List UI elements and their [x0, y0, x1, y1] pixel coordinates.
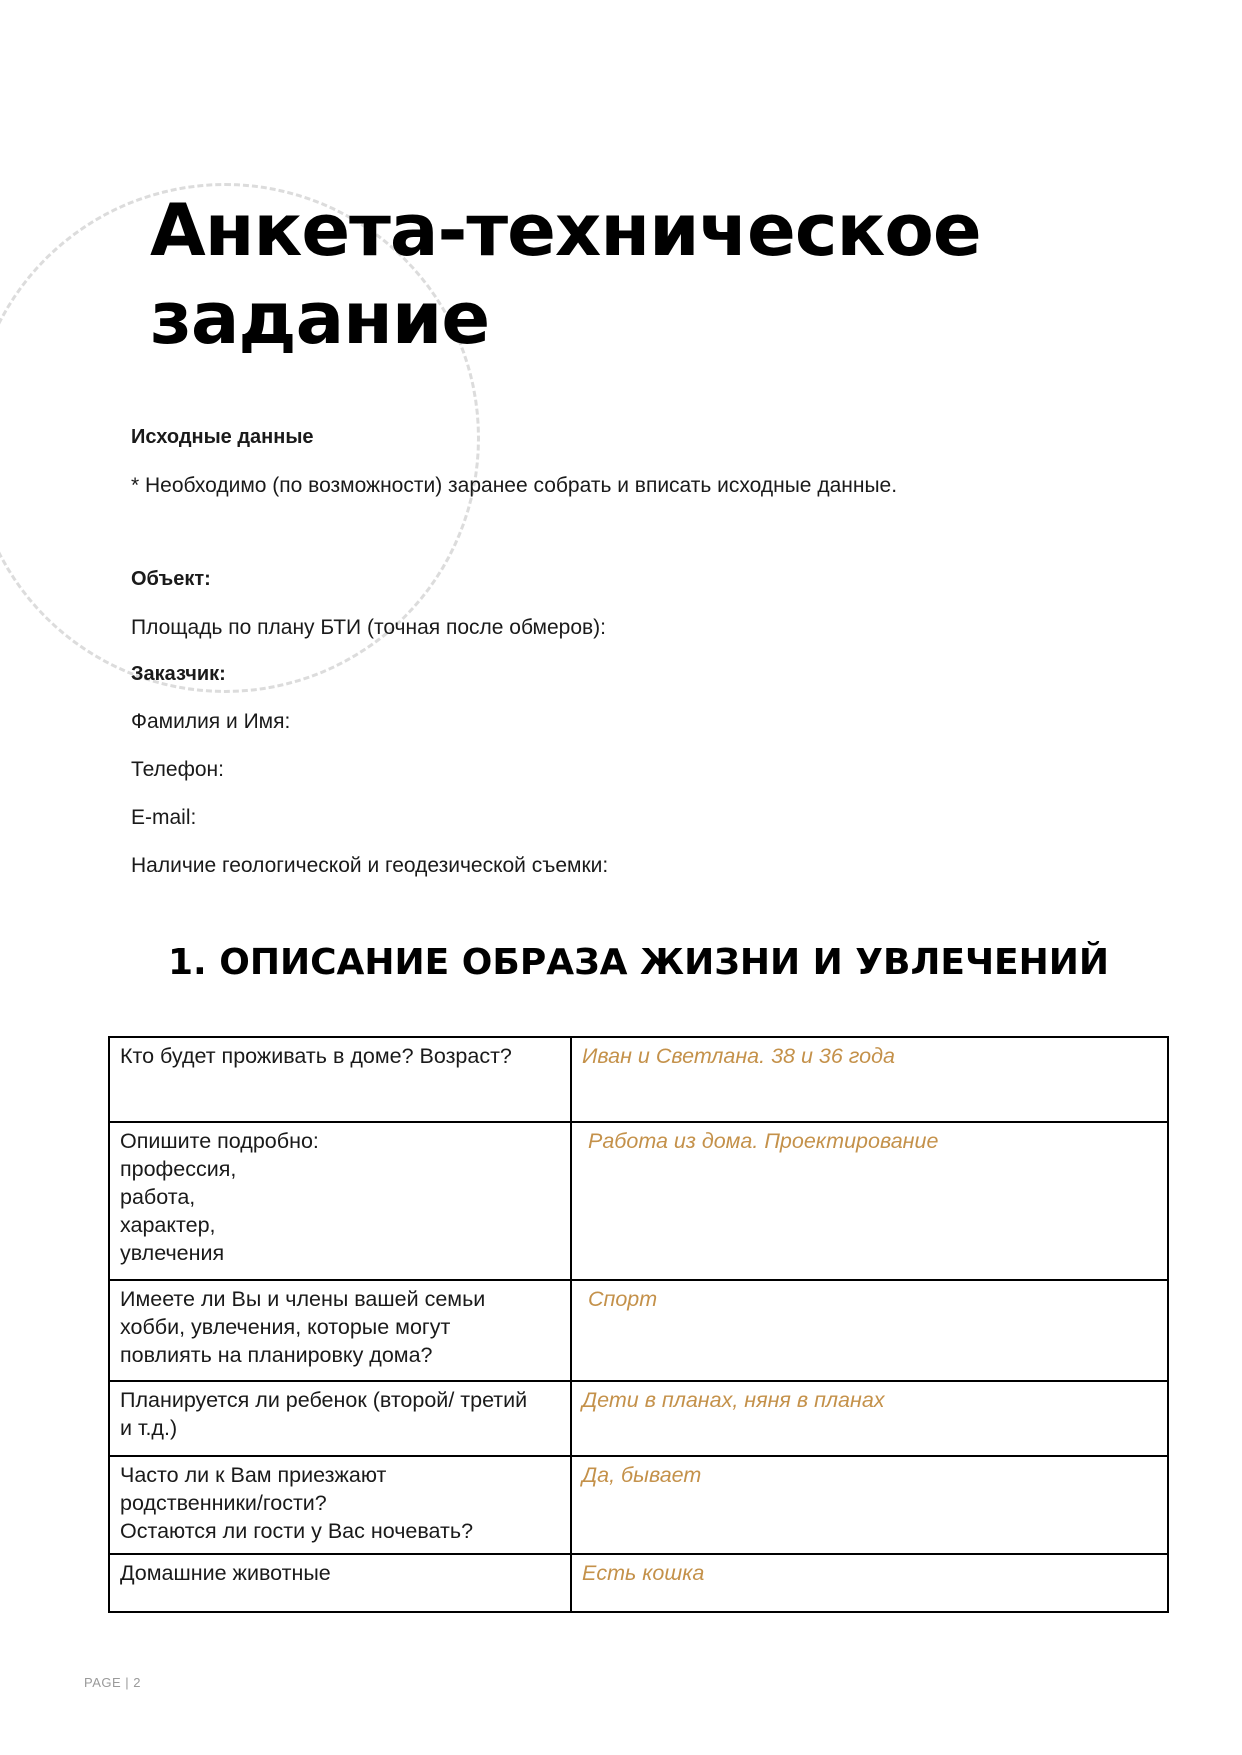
title-line-2: задание: [150, 276, 490, 360]
source-data-heading: Исходные данные: [131, 426, 314, 448]
answer-cell[interactable]: Есть кошка: [571, 1554, 1168, 1612]
question-line: Часто ли к Вам приезжают: [120, 1463, 387, 1487]
question-line: работа,: [120, 1185, 196, 1209]
table-row: [109, 1280, 1168, 1381]
question-line: родственники/гости?: [120, 1491, 327, 1515]
table-row: [109, 1456, 1168, 1554]
lifestyle-questionnaire-table: [108, 1036, 1169, 1613]
question-cell: [109, 1554, 571, 1612]
question-line: характер,: [120, 1213, 216, 1237]
answer-cell[interactable]: Иван и Светлана. 38 и 36 года: [571, 1037, 1168, 1122]
question-line: хобби, увлечения, которые могут: [120, 1315, 451, 1339]
phone-label: Телефон:: [131, 758, 224, 781]
question-line: Планируется ли ребенок (второй/ третий: [120, 1388, 528, 1412]
question-line: Кто будет проживать в доме? Возраст?: [120, 1044, 512, 1068]
question-cell: [109, 1037, 571, 1122]
section-1-title: 1. ОПИСАНИЕ ОБРАЗА ЖИЗНИ И УВЛЕЧЕНИЙ: [168, 942, 1110, 983]
survey-label: Наличие геологической и геодезической съемки:: [131, 854, 609, 877]
customer-heading: Заказчик:: [131, 663, 226, 685]
question-cell: [109, 1381, 571, 1456]
question-line: Остаются ли гости у Вас ночевать?: [120, 1519, 474, 1543]
question-line: профессия,: [120, 1157, 237, 1181]
table-row: [109, 1122, 1168, 1280]
question-line: Имеете ли Вы и члены вашей семьи: [120, 1287, 486, 1311]
page-title: [150, 186, 981, 362]
question-line: и т.д.): [120, 1416, 178, 1440]
title-line-1: Анкета-техническое: [150, 188, 981, 272]
area-label: Площадь по плану БТИ (точная после обмеров):: [131, 616, 607, 639]
name-label: Фамилия и Имя:: [131, 710, 291, 733]
page-number: PAGE | 2: [84, 1675, 141, 1690]
answer-cell[interactable]: Спорт: [571, 1280, 1168, 1381]
question-cell: [109, 1122, 571, 1280]
table-row: [109, 1381, 1168, 1456]
question-cell: [109, 1280, 571, 1381]
question-line: Опишите подробно:: [120, 1129, 319, 1153]
answer-cell[interactable]: Работа из дома. Проектирование: [571, 1122, 1168, 1280]
email-label: E-mail:: [131, 806, 197, 829]
answer-cell[interactable]: Да, бывает: [571, 1456, 1168, 1554]
answer-cell[interactable]: Дети в планах, няня в планах: [571, 1381, 1168, 1456]
table-row: [109, 1037, 1168, 1122]
question-line: повлиять на планировку дома?: [120, 1343, 433, 1367]
table-row: [109, 1554, 1168, 1612]
question-line: увлечения: [120, 1241, 225, 1265]
source-data-note: * Необходимо (по возможности) заранее собрать и вписать исходные данные.: [131, 474, 898, 497]
question-cell: [109, 1456, 571, 1554]
question-line: Домашние животные: [120, 1561, 331, 1585]
object-heading: Объект:: [131, 568, 211, 590]
